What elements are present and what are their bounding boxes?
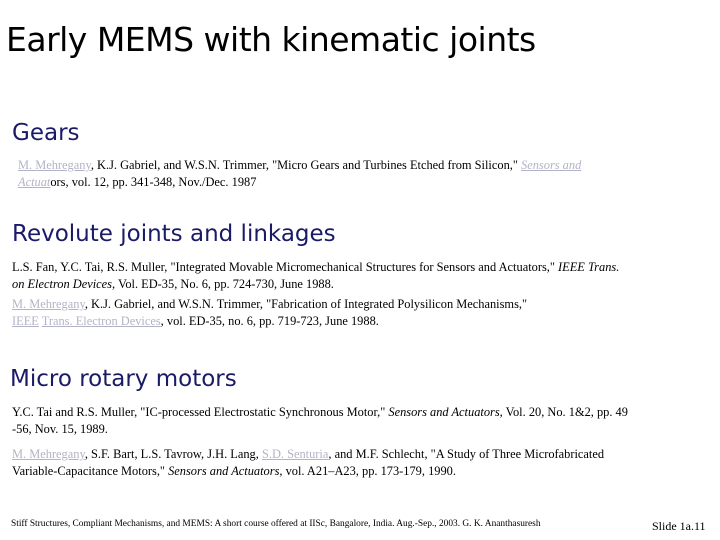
reference-motors-1: Y.C. Tai and R.S. Muller, "IC-processed Electrostatic Synchronous Motor," Sensors and Actuators, Vol. 20, No. 1&2, pp. 49 -56, Nov. 15, 1989. [12, 405, 628, 436]
author-link[interactable]: M. Mehregany [12, 447, 85, 461]
slide-number: Slide 1a.11 [652, 519, 706, 533]
reference-revolute-2: M. Mehregany, K.J. Gabriel, and W.S.N. Trimmer, "Fabrication of Integrated Polysilicon Mechanisms," IEEE Trans. Electron Devices, vol. ED-35, no. 6, pp. 719-723, June 1988. [12, 297, 528, 328]
journal-link[interactable]: IEEE [12, 314, 39, 328]
journal-link[interactable]: Sensors and [521, 158, 582, 172]
section-heading-gears: Gears [12, 120, 80, 146]
author-link[interactable]: M. Mehregany [18, 158, 91, 172]
reference-gears-1: M. Mehregany, K.J. Gabriel, and W.S.N. Trimmer, "Micro Gears and Turbines Etched from Silicon," Sensors and Actuators, vol. 12, pp. 341-348, Nov./Dec. 1987 [18, 158, 582, 189]
author-link[interactable]: M. Mehregany [12, 297, 85, 311]
section-heading-revolute: Revolute joints and linkages [12, 221, 336, 247]
reference-revolute-1: L.S. Fan, Y.C. Tai, R.S. Muller, "Integrated Movable Micromechanical Structures for Sensors and Actuators," IEEE Trans. on Electron Devices, Vol. ED-35, No. 6, pp. 724-730, June 1988. [12, 260, 620, 291]
page-title: Early MEMS with kinematic joints [6, 20, 536, 59]
journal-link-cont[interactable]: Trans. Electron Devices [41, 314, 161, 328]
author-link-2[interactable]: S.D. Senturia [261, 447, 329, 461]
section-heading-motors: Micro rotary motors [10, 366, 237, 392]
reference-motors-2: M. Mehregany, S.F. Bart, L.S. Tavrow, J.H. Lang, S.D. Senturia, and M.F. Schlecht, "A Study of Three Microfabricated Variable-Capacitance Motors," Sensors and Actuators, vol. A21–A23, pp. 173-179, 1990. [12, 447, 605, 478]
footer-text: Stiff Structures, Compliant Mechanisms, and MEMS: A short course offered at IISc, Bangalore, India. Aug.-Sep., 2003. G. K. Ananthasuresh [11, 519, 541, 529]
journal-link-cont[interactable]: Actuat [18, 175, 51, 189]
